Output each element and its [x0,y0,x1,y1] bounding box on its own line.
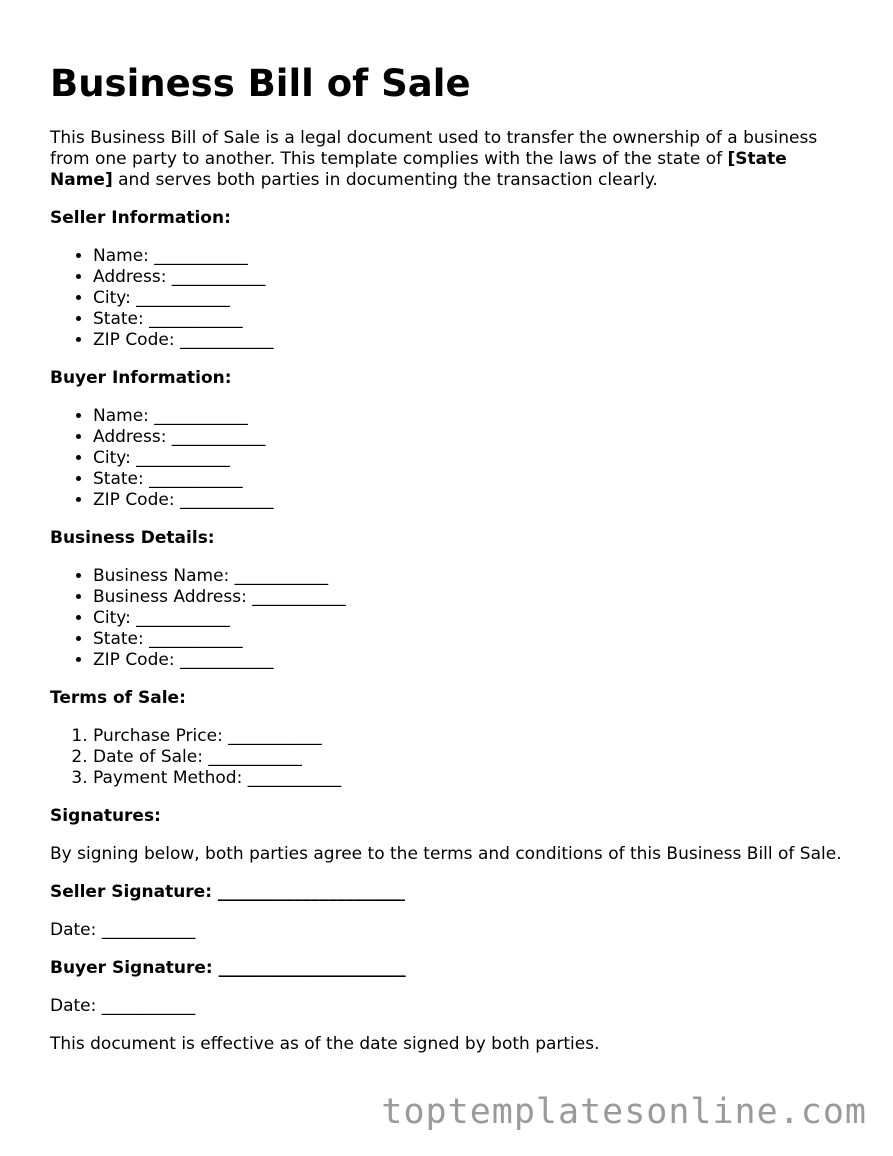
buyer-heading: Buyer Information: [50,368,232,388]
buyer-address-field: • Address: ___________ [93,427,850,448]
buyer-zip-field: • ZIP Code: ___________ [93,490,850,511]
buyer-date-line: Date: ___________ [50,996,196,1016]
business-fields-list [50,566,850,671]
intro-text-after: and serves both parties in documenting the transaction clearly. [112,170,658,190]
watermark: toptemplatesonline.com [381,1092,867,1132]
business-address-field: • Business Address: ___________ [93,587,850,608]
business-city-field: • City: ___________ [93,608,850,629]
seller-date-line: Date: ___________ [50,920,196,940]
seller-name-field: • Name: ___________ [93,246,850,267]
seller-signature-line: Seller Signature: ______________________ [50,882,405,902]
purchase-price-field: 1. Purchase Price: ___________ [93,726,850,747]
buyer-fields-list [50,406,850,511]
buyer-state-field: • State: ___________ [93,469,850,490]
seller-zip-field: • ZIP Code: ___________ [93,330,850,351]
state-name-placeholder: [State Name] [50,149,787,190]
terms-fields-list [50,726,850,789]
buyer-city-field: • City: ___________ [93,448,850,469]
seller-city-field: • City: ___________ [93,288,850,309]
signatures-statement: By signing below, both parties agree to the terms and conditions of this Business Bill of Sale. [50,844,842,864]
seller-fields-list [50,246,850,351]
intro-paragraph [50,128,850,191]
payment-method-field: 3. Payment Method: ___________ [93,768,850,789]
date-of-sale-field: 2. Date of Sale: ___________ [93,747,850,768]
terms-heading: Terms of Sale: [50,688,186,708]
buyer-name-field: • Name: ___________ [93,406,850,427]
business-heading: Business Details: [50,528,215,548]
business-state-field: • State: ___________ [93,629,850,650]
page-title: Business Bill of Sale [50,62,471,105]
business-name-field: • Business Name: ___________ [93,566,850,587]
intro-text-before: This Business Bill of Sale is a legal document used to transfer the ownership of a business from one party to another. This template complies with the laws of the state of [50,128,818,169]
business-zip-field: • ZIP Code: ___________ [93,650,850,671]
effective-statement: This document is effective as of the date signed by both parties. [50,1034,600,1054]
seller-state-field: • State: ___________ [93,309,850,330]
signatures-heading: Signatures: [50,806,161,826]
buyer-signature-line: Buyer Signature: ______________________ [50,958,406,978]
seller-heading: Seller Information: [50,208,231,228]
document-page [50,62,850,1055]
seller-address-field: • Address: ___________ [93,267,850,288]
